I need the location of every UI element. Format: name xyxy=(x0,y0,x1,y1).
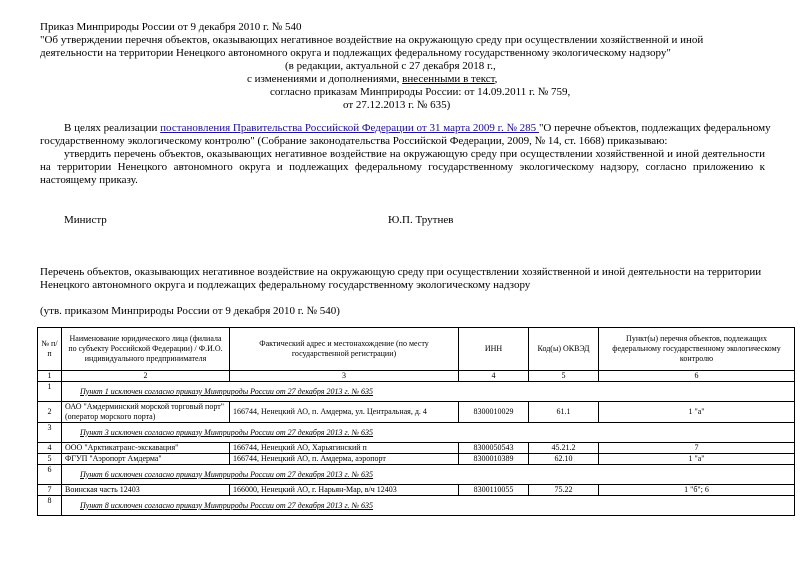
table-index-row xyxy=(38,371,795,382)
row-okved: 75.22 xyxy=(529,485,599,496)
document-title: Приказ Минприроды России от 9 декабря 2010 г. № 540 xyxy=(40,21,302,33)
row-entity-name: ФГУП "Аэропорт Амдерма" xyxy=(62,454,230,465)
document-subtitle-line2: деятельности на территории Ненецкого автономного округа и подлежащих федеральному государственному экологическому надзору" xyxy=(40,47,671,59)
row-number: 5 xyxy=(38,454,62,465)
excluded-note-link[interactable]: Пункт 6 исключен согласно приказу Минприроды России от 27 декабря 2013 г. № 635 xyxy=(80,469,374,479)
appendix-title-line2: Ненецкого автономного округа и подлежащих федеральному государственному экологическому надзору xyxy=(40,279,531,291)
header-list-points: Пункт(ы) перечня объектов, подлежащих федеральному государственному экологическому контролю xyxy=(599,328,795,371)
header-number: № п/п xyxy=(38,328,62,371)
table-row-excluded xyxy=(38,465,795,485)
row-entity-name: ООО "Арктикатранс-экскавация" xyxy=(62,443,230,454)
excluded-note xyxy=(62,465,795,485)
changes-note xyxy=(247,73,497,86)
edition-note: (в редакции, актуальной с 27 декабря 2018 г., xyxy=(285,60,496,72)
row-number: 3 xyxy=(38,423,62,443)
row-address: 166744, Ненецкий АО, п. Амдерма, аэропорт xyxy=(230,454,459,465)
changes-suffix: , xyxy=(494,73,498,85)
changes-prefix: с изменениями и дополнениями, xyxy=(247,73,403,85)
order-paragraph: утвердить перечень объектов, оказывающих негативное воздействие на окружающую среду при осуществлении хозяйственной и иной деятельности на территории Ненецкого автономного округа и подлежащих федеральному государственному экологическому надзору, согласно приложению к настоящему приказу. xyxy=(40,148,765,186)
signer-title: Министр xyxy=(64,214,107,226)
row-points: 7 xyxy=(599,443,795,454)
document-subtitle-line1: "Об утверждении перечня объектов, оказывающих негативное воздействие на окружающую среду при осуществлении хозяйственной и иной xyxy=(40,34,704,46)
row-okved: 61.1 xyxy=(529,402,599,423)
signer-name: Ю.П. Трутнев xyxy=(388,214,454,226)
changes-link[interactable]: внесенными в текст xyxy=(402,73,495,85)
preamble-suffix: "О перечне объектов, подлежащих федеральному xyxy=(538,122,771,134)
header-okved: Код(ы) ОКВЭД xyxy=(529,328,599,371)
table-row xyxy=(38,485,795,496)
table-header-row xyxy=(38,328,795,371)
excluded-note-link[interactable]: Пункт 8 исключен согласно приказу Минприроды России от 27 декабря 2013 г. № 635 xyxy=(80,500,374,510)
row-number: 4 xyxy=(38,443,62,454)
row-address: 166000, Ненецкий АО, г. Нарьян-Мар, в/ч 12403 xyxy=(230,485,459,496)
row-inn: 8300010389 xyxy=(459,454,529,465)
row-okved: 45.21.2 xyxy=(529,443,599,454)
table-row-excluded xyxy=(38,496,795,516)
header-address: Фактический адрес и местонахождение (по месту государственной регистрации) xyxy=(230,328,459,371)
row-points: 1 "а" xyxy=(599,454,795,465)
index-cell: 6 xyxy=(599,371,795,382)
row-number: 7 xyxy=(38,485,62,496)
index-cell: 2 xyxy=(62,371,230,382)
header-entity-name: Наименование юридического лица (филиала по субъекту Российской Федерации) / Ф.И.О. индивидуального предпринимателя xyxy=(62,328,230,371)
appendix-title-line1: Перечень объектов, оказывающих негативное воздействие на окружающую среду при осуществлении хозяйственной и иной деятельности на территории xyxy=(40,266,762,278)
row-entity-name: Воинская часть 12403 xyxy=(62,485,230,496)
government-decree-link[interactable]: постановления Правительства Российской Федерации от 31 марта 2009 г. № 285 xyxy=(160,122,539,134)
preamble-line2: государственному экологическому контролю" (Собрание законодательства Российской Федерации, 2009, № 14, ст. 1668) приказываю: xyxy=(40,135,668,147)
row-address: 166744, Ненецкий АО, п. Амдерма, ул. Центральная, д. 4 xyxy=(230,402,459,423)
preamble-prefix: В целях реализации xyxy=(64,122,161,134)
excluded-note xyxy=(62,382,795,402)
preamble-line1 xyxy=(64,122,771,135)
index-cell: 5 xyxy=(529,371,599,382)
header-inn: ИНН xyxy=(459,328,529,371)
appendix-approved-note: (утв. приказом Минприроды России от 9 декабря 2010 г. № 540) xyxy=(40,305,340,317)
orders-note: согласно приказам Минприроды России: от 14.09.2011 г. № 759, xyxy=(270,86,571,98)
table-row xyxy=(38,443,795,454)
table-row xyxy=(38,454,795,465)
row-points: 1 "б"; 6 xyxy=(599,485,795,496)
excluded-note xyxy=(62,423,795,443)
excluded-note xyxy=(62,496,795,516)
row-address: 166744, Ненецкий АО, Харьягинский п xyxy=(230,443,459,454)
row-number: 1 xyxy=(38,382,62,402)
row-okved: 62.10 xyxy=(529,454,599,465)
objects-table xyxy=(37,327,795,516)
excluded-note-link[interactable]: Пункт 3 исключен согласно приказу Минприроды России от 27 декабря 2013 г. № 635 xyxy=(80,427,374,437)
index-cell: 4 xyxy=(459,371,529,382)
row-entity-name: ОАО "Амдерминский морской торговый порт" (оператор морского порта) xyxy=(62,402,230,423)
row-number: 2 xyxy=(38,402,62,423)
orders-note-2: от 27.12.2013 г. № 635) xyxy=(343,99,451,111)
row-inn: 8300010029 xyxy=(459,402,529,423)
table-row-excluded xyxy=(38,423,795,443)
row-inn: 8300050543 xyxy=(459,443,529,454)
table-row xyxy=(38,402,795,423)
excluded-note-link[interactable]: Пункт 1 исключен согласно приказу Минприроды России от 27 декабря 2013 г. № 635 xyxy=(80,386,374,396)
row-number: 8 xyxy=(38,496,62,516)
table-row-excluded xyxy=(38,382,795,402)
row-inn: 8300110055 xyxy=(459,485,529,496)
row-number: 6 xyxy=(38,465,62,485)
index-cell: 3 xyxy=(230,371,459,382)
row-points: 1 "а" xyxy=(599,402,795,423)
index-cell: 1 xyxy=(38,371,62,382)
